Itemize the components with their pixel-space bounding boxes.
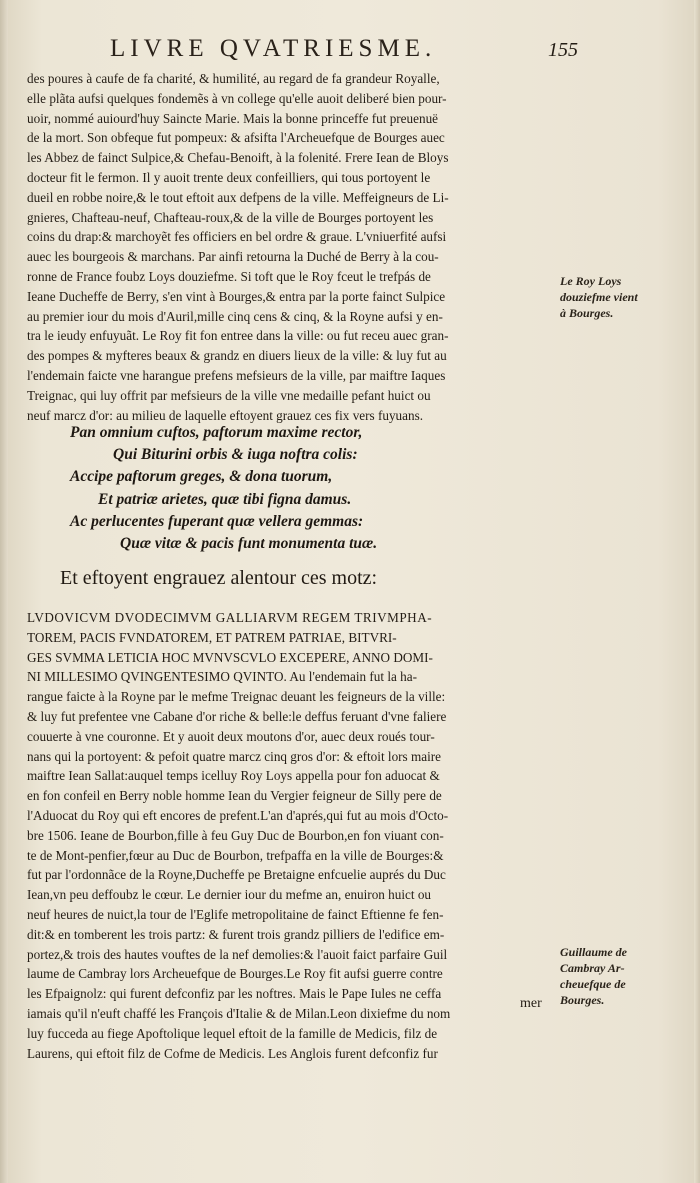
text-line: dueil en robbe noire,& le tout eftoit aux defpens de la ville. Meffeigneurs de Li- xyxy=(27,189,449,205)
text-line: auec les bourgeois & marchans. Par ainfi retourna la Duché de Berry à la cou- xyxy=(27,249,439,265)
text-line: rangue faicte à la Royne par le mefme Treignac deuant les feigneurs de la ville: xyxy=(27,689,446,705)
verse-line: Accipe paftorum greges, & dona tuorum, xyxy=(70,468,333,486)
text-line: & luy fut prefentee vne Cabane d'or riche & belle:le deffus feruant d'vne faliere xyxy=(27,708,447,724)
text-line: GES SVMMA LETICIA HOC MVNVSCVLO EXCEPERE, ANNO DOMI- xyxy=(27,649,433,665)
running-head: LIVRE QVATRIESME. xyxy=(110,35,437,62)
text-line: Ieane Ducheffe de Berry, s'en vint à Bourges,& entra par la porte fainct Sulpice xyxy=(27,288,446,304)
text-line: dit:& en tomberent les trois partz: & furent trois grandz pilliers de l'edifice em- xyxy=(27,926,445,942)
text-line: les Abbez de fainct Sulpice,& Chefau-Benoift, à la folenité. Frere Iean de Bloys xyxy=(27,150,449,166)
text-line: neuf heures de nuict,la tour de l'Eglife metropolitaine de fainct Eftienne fe fen- xyxy=(27,906,444,922)
text-line: l'Aduocat du Roy qui eft encores de prefent.L'an d'aprés,qui fut au mois d'Octo- xyxy=(27,807,449,823)
text-line: te de Mont-penfier,fœur au Duc de Bourbon, trefpaffa en la ville de Bourges:& xyxy=(27,847,444,863)
gutter-shadow xyxy=(0,0,8,1183)
verse-line: Ac perlucentes fuperant quæ vellera gemmas: xyxy=(70,512,364,530)
page-number: 155 xyxy=(548,39,578,61)
text-line: NI MILLESIMO QVINGENTESIMO QVINTO. Au l'endemain fut la ha- xyxy=(27,669,417,685)
text-line: luy fucceda au fiege Apoftolique lequel eftoit de la famille de Medicis, filz de xyxy=(27,1025,438,1041)
text-line: Treignac, qui luy offrit par mefsieurs de la ville vne medaille pefant huict ou xyxy=(27,387,431,403)
text-line: des poures à caufe de fa charité, & humilité, au regard de fa grandeur Royalle, xyxy=(27,71,440,86)
page-header xyxy=(100,35,580,69)
text-line: des pompes & myfteres beaux & grandz en diuers lieux de la ville: & luy fut au xyxy=(27,348,447,364)
text-line: iamais qu'il n'euft chaffé les François d'Italie & de Milan.Leon dixiefme du nom xyxy=(27,1005,451,1021)
verse-line: Pan omnium cuftos, paftorum maxime rector, xyxy=(70,424,363,441)
text-line: tra le ieudy enfuyuãt. Le Roy fit fon entree dans la ville: ou fut receu auec gran- xyxy=(27,328,449,344)
text-line: bre 1506. Ieane de Bourbon,fille à feu Guy Duc de Bourbon,en fon viuant con- xyxy=(27,827,444,843)
inscription-intro: Et eftoyent engrauez alentour ces motz: xyxy=(60,567,378,589)
text-line: fut par l'ordonnãce de la Royne,Ducheffe pe Bretaigne enfcuelie auprés du Duc xyxy=(27,867,446,883)
marginal-line: Bourges. xyxy=(560,993,605,1007)
text-line: LVDOVICVM DVODECIMVM GALLIARVM REGEM TRIVMPHA- xyxy=(27,610,433,625)
verse-line: Et patriæ arietes, quæ tibi figna damus. xyxy=(98,490,352,508)
marginal-line: à Bourges. xyxy=(560,306,614,320)
text-line: en fon confeil en Berry noble homme Iean du Vergier feigneur de Silly pere de xyxy=(27,788,442,804)
verse-line: Quæ vitæ & pacis funt monumenta tuæ. xyxy=(120,535,378,553)
marginal-line: cheuefque de xyxy=(560,977,626,991)
marginal-note-1 xyxy=(560,273,660,321)
text-line: l'endemain faicte vne harangue prefens mefsieurs de la ville, par maiftre Iaques xyxy=(27,367,446,383)
text-line: couuerte à vne couronne. Et y auoit deux moutons d'or, auec deux roués tour- xyxy=(27,728,435,744)
text-line: coins du drap:& marchoyẽt fes officiers en bel ordre & graue. L'vniuerfité aufsi xyxy=(27,229,447,245)
text-line: nans qui la portoyent: & pefoit quatre marcz cinq gros d'or: & eftoit lors maire xyxy=(27,748,442,764)
marginal-line: Le Roy Loys xyxy=(560,274,622,288)
marginal-line: Guillaume de xyxy=(560,945,628,959)
paragraph-2 xyxy=(27,608,545,1063)
verse-line: Qui Biturini orbis & iuga noftra colis: xyxy=(113,446,358,464)
text-line: au premier iour du mois d'Auril,mille cinq cens & cinq, & la Royne aufsi y en- xyxy=(27,308,443,324)
text-line: uoir, nommé auiourd'huy Saincte Marie. Mais la bonne princeffe fut preuenuë xyxy=(27,110,439,126)
text-line: TOREM, PACIS FVNDATOREM, ET PATREM PATRIAE, BITVRI- xyxy=(27,629,397,645)
text-line: portez,& trois des hautes vouftes de la nef demolies:& l'auoit faict parfaire Guil xyxy=(27,946,448,962)
text-line: docteur fit le fermon. Il y auoit trente deux confeilliers, qui tous portoyent le xyxy=(27,169,431,185)
catchword: mer xyxy=(520,996,542,1011)
marginal-note-2 xyxy=(560,944,660,1008)
marginal-line: douziefme vient xyxy=(560,290,638,304)
text-line: les Efpaignolz: qui furent defconfiz par les noftres. Mais le Pape Iules ne ceffa xyxy=(27,986,442,1002)
text-line: ronne de France foubz Loys douziefme. Si toft que le Roy fceut le trefpás de xyxy=(27,268,431,284)
marginal-line: Cambray Ar- xyxy=(560,961,625,975)
text-line: de la mort. Son obfeque fut pompeux: & afsifta l'Archeuefque de Bourges auec xyxy=(27,130,445,146)
text-line: Laurens, qui eftoit filz de Cofme de Medicis. Les Anglois furent defconfiz fur xyxy=(27,1045,438,1061)
paragraph-1 xyxy=(27,69,545,425)
text-line: laume de Cambray lors Archeuefque de Bourges.Le Roy fit aufsi guerre contre xyxy=(27,966,443,982)
text-line: Iean,vn peu deffoubz le cœur. Le dernier iour du mefme an, enuiron huict ou xyxy=(27,887,432,903)
text-line: maiftre Iean Sallat:auquel temps icelluy Roy Loys appella pour fon aduocat & xyxy=(27,768,440,784)
page-edge xyxy=(694,0,700,1183)
text-line: gnieres, Chafteau-neuf, Chafteau-roux,& de la ville de Bourges portoyent les xyxy=(27,209,434,225)
text-line: elle plãta aufsi quelques fondemẽs à vn college qu'elle auoit deliberé bien pour- xyxy=(27,90,447,106)
latin-verse xyxy=(70,422,490,555)
text-line: neuf marcz d'or: au milieu de laquelle eftoyent grauez ces fix vers fuyuans. xyxy=(27,407,424,423)
